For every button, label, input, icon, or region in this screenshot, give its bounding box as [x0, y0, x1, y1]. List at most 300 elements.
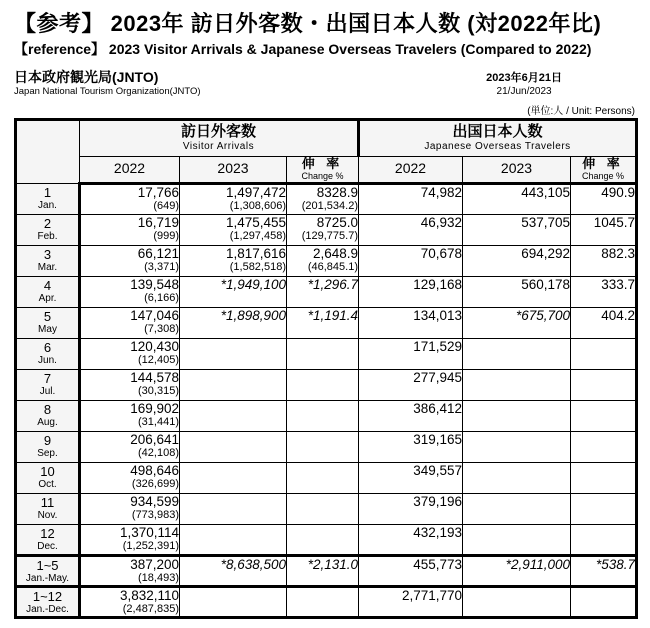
value-sub — [180, 323, 286, 336]
value-sub — [463, 354, 570, 367]
value-main: 1,817,616 — [225, 245, 286, 261]
value-cell-ot_2022 — [359, 183, 463, 214]
value-sub — [359, 230, 462, 243]
value-main: 3,832,110 — [119, 587, 179, 603]
value-main: 443,105 — [521, 184, 570, 200]
overseas-travelers-group-header — [359, 119, 637, 156]
value-sub — [463, 447, 570, 460]
value-main: 490.9 — [601, 184, 635, 200]
month-cell — [16, 493, 80, 524]
value-cell-va_change — [287, 245, 359, 276]
value-sub — [571, 292, 635, 305]
value-cell-ot_2022 — [359, 369, 463, 400]
organization-name-ja: 日本政府観光局(JNTO) — [14, 68, 159, 85]
page-title: 【参考】 2023年 訪日外客数・出国日本人数 (対2022年比) — [14, 11, 602, 36]
value-main: 66,121 — [137, 245, 179, 261]
value-cell-ot_change — [571, 338, 637, 369]
visitor-arrivals-label-ja: 訪日外客数 — [180, 123, 256, 141]
value-main: *8,638,500 — [220, 556, 286, 572]
value-sub — [571, 509, 635, 522]
table-row — [16, 586, 637, 617]
value-sub — [287, 323, 358, 336]
value-sub: (1,252,391) — [122, 539, 179, 552]
month-number: 5 — [43, 308, 52, 324]
value-main: 46,932 — [420, 214, 462, 230]
value-sub: (1,582,518) — [229, 260, 286, 273]
value-sub: (31,441) — [138, 415, 179, 428]
value-cell-ot_2023 — [463, 555, 571, 586]
value-sub — [180, 447, 286, 460]
value-sub — [180, 416, 286, 429]
value-sub — [571, 354, 635, 367]
value-main: 2,771,770 — [401, 587, 462, 603]
value-main: 129,168 — [413, 276, 462, 292]
value-main — [571, 588, 635, 603]
value-sub — [359, 416, 462, 429]
month-abbr: Oct. — [38, 478, 57, 490]
month-cell — [16, 400, 80, 431]
value-sub — [180, 292, 286, 305]
value-sub — [359, 603, 462, 616]
visitor-2023-header: 2023 — [180, 156, 287, 183]
table-row — [16, 183, 637, 214]
value-cell-va_change — [287, 586, 359, 617]
value-cell-ot_change — [571, 245, 637, 276]
value-cell-ot_2023 — [463, 493, 571, 524]
value-sub — [180, 572, 286, 585]
value-cell-ot_2023 — [463, 369, 571, 400]
value-sub: (1,297,458) — [229, 229, 286, 242]
value-cell-ot_2022 — [359, 245, 463, 276]
value-sub: (2,487,835) — [122, 602, 179, 615]
corner-cell — [16, 119, 80, 183]
value-main: 1,475,455 — [225, 214, 286, 230]
stats-table — [14, 118, 638, 619]
value-sub — [463, 603, 570, 616]
month-cell — [16, 431, 80, 462]
value-cell-va_2023 — [180, 431, 287, 462]
report-date-ja: 2023年6月21日 — [486, 71, 562, 84]
value-cell-va_2022 — [80, 214, 180, 245]
value-sub — [359, 572, 462, 585]
value-sub — [287, 603, 358, 616]
value-cell-ot_2022 — [359, 586, 463, 617]
value-main: 74,982 — [420, 184, 462, 200]
value-main: 171,529 — [413, 338, 462, 354]
value-cell-va_2023 — [180, 400, 287, 431]
value-main: *538.7 — [595, 556, 635, 572]
value-cell-ot_change — [571, 369, 637, 400]
value-main: 387,200 — [130, 556, 179, 572]
month-abbr: Mar. — [37, 261, 58, 273]
value-cell-va_2022 — [80, 369, 180, 400]
report-date-block — [486, 71, 562, 98]
value-cell-ot_2023 — [463, 245, 571, 276]
value-sub — [463, 292, 570, 305]
value-cell-va_2022 — [80, 307, 180, 338]
value-sub — [287, 354, 358, 367]
value-sub — [287, 416, 358, 429]
value-main: 16,719 — [137, 214, 179, 230]
value-cell-va_2022 — [80, 183, 180, 214]
value-sub — [571, 572, 635, 585]
value-sub — [359, 540, 462, 553]
overseas-change-header: 伸 率 Change % — [571, 156, 637, 183]
value-cell-ot_change — [571, 307, 637, 338]
value-main: 144,578 — [130, 369, 179, 385]
month-cell — [16, 245, 80, 276]
value-sub — [359, 292, 462, 305]
value-main — [287, 494, 358, 509]
month-number: 4 — [43, 277, 52, 293]
visitor-2022-header: 2022 — [80, 156, 180, 183]
value-sub — [463, 261, 570, 274]
value-main: 17,766 — [137, 184, 179, 200]
value-main: *2,911,000 — [505, 556, 570, 572]
value-cell-ot_change — [571, 431, 637, 462]
value-cell-ot_2023 — [463, 462, 571, 493]
value-sub: (30,315) — [138, 384, 179, 397]
value-main — [571, 370, 635, 385]
value-sub: (1,308,606) — [229, 199, 286, 212]
overseas-travelers-label-en: Japanese Overseas Travelers — [424, 141, 571, 153]
month-abbr: Jan.-May. — [25, 572, 70, 584]
value-main — [180, 463, 286, 478]
value-sub — [180, 385, 286, 398]
month-abbr: Jan.-Dec. — [26, 603, 69, 615]
value-cell-ot_change — [571, 586, 637, 617]
value-cell-va_2023 — [180, 493, 287, 524]
value-cell-va_change — [287, 431, 359, 462]
table-row — [16, 369, 637, 400]
value-cell-va_2023 — [180, 245, 287, 276]
value-cell-va_change — [287, 214, 359, 245]
value-sub: (326,699) — [131, 477, 179, 490]
value-main — [180, 494, 286, 509]
value-sub — [180, 603, 286, 616]
value-cell-va_change — [287, 276, 359, 307]
value-sub — [571, 416, 635, 429]
value-main: 206,641 — [130, 431, 179, 447]
value-main: 694,292 — [521, 245, 570, 261]
month-abbr: Jun. — [38, 354, 57, 366]
value-cell-va_change — [287, 493, 359, 524]
value-cell-ot_change — [571, 400, 637, 431]
value-sub — [359, 478, 462, 491]
value-main — [180, 401, 286, 416]
value-cell-va_2022 — [80, 338, 180, 369]
table-row — [16, 462, 637, 493]
value-sub — [180, 540, 286, 553]
value-main — [571, 525, 635, 540]
value-sub — [359, 385, 462, 398]
value-main — [287, 463, 358, 478]
month-cell — [16, 555, 80, 586]
value-main — [180, 588, 286, 603]
table-body — [16, 183, 637, 617]
value-main — [287, 525, 358, 540]
month-abbr: Dec. — [37, 540, 58, 552]
value-sub — [463, 416, 570, 429]
value-cell-va_2023 — [180, 183, 287, 214]
report-date-en: 21/Jun/2023 — [496, 85, 552, 97]
value-sub: (18,493) — [138, 571, 179, 584]
value-main: 455,773 — [413, 556, 462, 572]
value-cell-ot_2022 — [359, 524, 463, 555]
value-cell-va_change — [287, 338, 359, 369]
value-sub — [463, 540, 570, 553]
value-sub — [463, 572, 570, 585]
value-main: *1,296.7 — [307, 276, 358, 292]
value-main — [287, 432, 358, 447]
value-main — [463, 463, 570, 478]
value-sub — [571, 540, 635, 553]
value-cell-va_2023 — [180, 338, 287, 369]
value-cell-ot_change — [571, 524, 637, 555]
value-main: 498,646 — [130, 462, 179, 478]
month-abbr: Jan. — [38, 199, 57, 211]
value-cell-ot_2022 — [359, 276, 463, 307]
unit-note: (単位:人 / Unit: Persons) — [527, 105, 635, 117]
value-sub — [359, 200, 462, 213]
value-cell-ot_2023 — [463, 307, 571, 338]
value-cell-ot_2023 — [463, 400, 571, 431]
month-abbr: Sep. — [37, 447, 58, 459]
value-main: 70,678 — [420, 245, 462, 261]
month-cell — [16, 524, 80, 555]
value-cell-va_2023 — [180, 369, 287, 400]
value-main: 386,412 — [413, 400, 462, 416]
value-sub: (3,371) — [144, 260, 179, 273]
value-sub — [359, 447, 462, 460]
month-number: 8 — [43, 401, 52, 417]
value-main — [287, 588, 358, 603]
value-main: 560,178 — [521, 276, 570, 292]
value-main: 120,430 — [130, 338, 179, 354]
month-cell — [16, 586, 80, 617]
value-sub — [180, 509, 286, 522]
value-main: 169,902 — [130, 400, 179, 416]
value-main: 432,193 — [413, 524, 462, 540]
month-abbr: Nov. — [37, 509, 58, 521]
value-sub: (201,534.2) — [301, 199, 358, 212]
value-main — [180, 370, 286, 385]
value-main: *1,898,900 — [220, 307, 286, 323]
value-main: *1,949,100 — [220, 276, 286, 292]
value-main: 1045.7 — [593, 214, 635, 230]
value-cell-ot_change — [571, 183, 637, 214]
value-main — [463, 525, 570, 540]
value-cell-ot_change — [571, 214, 637, 245]
month-abbr: Aug. — [37, 416, 58, 428]
value-main — [571, 432, 635, 447]
value-sub: (773,983) — [131, 508, 179, 521]
value-sub: (12,405) — [138, 353, 179, 366]
value-main — [571, 401, 635, 416]
value-cell-va_2023 — [180, 214, 287, 245]
value-sub — [287, 509, 358, 522]
month-number: 9 — [43, 432, 52, 448]
value-cell-ot_2023 — [463, 586, 571, 617]
month-number: 7 — [43, 370, 52, 386]
organization-block — [14, 69, 201, 100]
table-row — [16, 400, 637, 431]
value-cell-va_2023 — [180, 586, 287, 617]
value-main — [571, 463, 635, 478]
value-main: 934,599 — [130, 493, 179, 509]
value-sub — [463, 478, 570, 491]
month-cell — [16, 276, 80, 307]
value-main: 147,046 — [130, 307, 179, 323]
month-abbr: Feb. — [37, 230, 58, 242]
month-abbr: Jul. — [39, 385, 56, 397]
value-main: *675,700 — [515, 307, 570, 323]
value-main — [463, 494, 570, 509]
value-sub — [359, 261, 462, 274]
value-sub — [287, 478, 358, 491]
value-main — [180, 525, 286, 540]
value-cell-ot_2022 — [359, 493, 463, 524]
month-number: 1~12 — [32, 588, 63, 604]
value-sub — [359, 354, 462, 367]
value-cell-ot_2022 — [359, 338, 463, 369]
value-cell-ot_2023 — [463, 276, 571, 307]
value-cell-va_change — [287, 183, 359, 214]
overseas-2022-header: 2022 — [359, 156, 463, 183]
value-main: *1,191.4 — [307, 307, 358, 323]
value-main — [463, 432, 570, 447]
value-main — [287, 339, 358, 354]
value-main: 1,370,114 — [119, 524, 179, 540]
value-main: 2,648.9 — [312, 245, 358, 261]
value-sub — [287, 292, 358, 305]
month-cell — [16, 338, 80, 369]
value-sub — [571, 603, 635, 616]
value-cell-ot_change — [571, 462, 637, 493]
value-cell-va_change — [287, 462, 359, 493]
month-cell — [16, 369, 80, 400]
value-sub: (7,308) — [144, 322, 179, 335]
value-sub — [463, 385, 570, 398]
month-abbr: Apr. — [38, 292, 57, 304]
month-abbr: May — [38, 323, 57, 335]
value-cell-va_change — [287, 524, 359, 555]
value-cell-ot_change — [571, 493, 637, 524]
value-sub: (129,775.7) — [301, 229, 358, 242]
value-sub: (46,845.1) — [307, 260, 358, 273]
value-main: 882.3 — [601, 245, 635, 261]
value-sub — [571, 230, 635, 243]
value-sub: (6,166) — [144, 291, 179, 304]
value-sub — [463, 230, 570, 243]
page-subtitle: 【reference】 2023 Visitor Arrivals & Japanese Overseas Travelers (Compared to 2022) — [14, 40, 592, 57]
value-main: 139,548 — [130, 276, 179, 292]
value-cell-ot_2023 — [463, 431, 571, 462]
value-cell-va_2022 — [80, 586, 180, 617]
value-sub — [571, 385, 635, 398]
value-cell-va_2022 — [80, 493, 180, 524]
value-cell-va_change — [287, 307, 359, 338]
value-main: 134,013 — [413, 307, 462, 323]
value-sub — [571, 200, 635, 213]
table-row — [16, 431, 637, 462]
value-main: 8328.9 — [316, 184, 358, 200]
value-sub — [463, 323, 570, 336]
value-main — [463, 401, 570, 416]
value-sub — [571, 478, 635, 491]
value-sub — [571, 323, 635, 336]
value-cell-ot_2022 — [359, 431, 463, 462]
value-main: 8725.0 — [316, 214, 358, 230]
value-cell-va_2022 — [80, 431, 180, 462]
value-sub — [463, 200, 570, 213]
value-main: 537,705 — [521, 214, 570, 230]
table-row — [16, 214, 637, 245]
value-sub — [180, 478, 286, 491]
value-main: 404.2 — [601, 307, 635, 323]
value-main — [463, 588, 570, 603]
value-cell-ot_2022 — [359, 307, 463, 338]
value-main — [287, 370, 358, 385]
value-main — [571, 494, 635, 509]
value-sub — [287, 447, 358, 460]
month-number: 2 — [43, 215, 52, 231]
value-cell-ot_2023 — [463, 214, 571, 245]
table-row — [16, 555, 637, 586]
value-cell-ot_2023 — [463, 338, 571, 369]
value-cell-va_2022 — [80, 555, 180, 586]
table-row — [16, 245, 637, 276]
month-cell — [16, 183, 80, 214]
value-main: 333.7 — [601, 276, 635, 292]
value-main — [287, 401, 358, 416]
value-sub — [287, 385, 358, 398]
month-number: 1 — [43, 184, 52, 200]
visitor-arrivals-label-en: Visitor Arrivals — [182, 141, 255, 153]
visitor-arrivals-group-header — [80, 119, 359, 156]
value-sub — [287, 540, 358, 553]
value-cell-va_2022 — [80, 245, 180, 276]
month-number: 11 — [40, 494, 55, 510]
value-sub — [359, 323, 462, 336]
value-cell-va_change — [287, 369, 359, 400]
table-row — [16, 276, 637, 307]
value-cell-ot_change — [571, 276, 637, 307]
value-cell-va_2022 — [80, 524, 180, 555]
value-sub — [571, 261, 635, 274]
value-cell-ot_2023 — [463, 524, 571, 555]
value-cell-va_2023 — [180, 307, 287, 338]
organization-name-en: Japan National Tourism Organization(JNTO) — [14, 86, 201, 98]
month-number: 10 — [40, 463, 55, 479]
value-sub: (42,108) — [138, 446, 179, 459]
value-cell-va_2022 — [80, 462, 180, 493]
value-cell-ot_change — [571, 555, 637, 586]
value-main — [571, 339, 635, 354]
table-row — [16, 524, 637, 555]
value-cell-va_change — [287, 555, 359, 586]
value-sub — [287, 572, 358, 585]
value-main: *2,131.0 — [307, 556, 358, 572]
value-main: 319,165 — [413, 431, 462, 447]
month-cell — [16, 214, 80, 245]
value-cell-va_2023 — [180, 276, 287, 307]
overseas-travelers-label-ja: 出国日本人数 — [452, 123, 543, 141]
month-number: 3 — [43, 246, 52, 262]
value-main — [180, 339, 286, 354]
value-cell-ot_2022 — [359, 400, 463, 431]
value-sub — [359, 509, 462, 522]
